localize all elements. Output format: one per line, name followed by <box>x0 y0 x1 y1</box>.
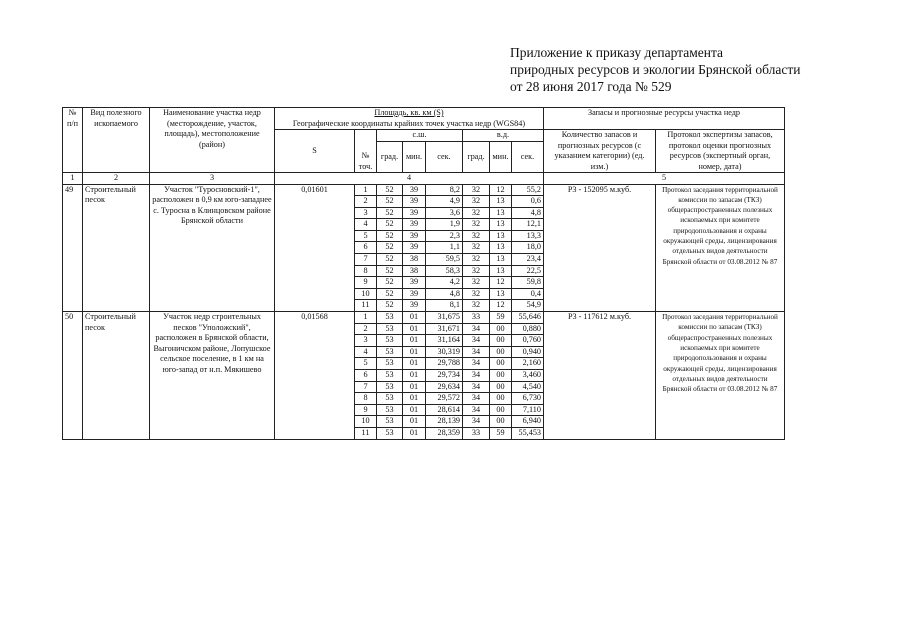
col-number-2: 2 <box>83 173 150 185</box>
table-row <box>63 312 785 324</box>
lon-seconds: 12,1 <box>512 219 544 231</box>
lat-minutes: 01 <box>403 370 426 382</box>
lon-degrees: 32 <box>463 300 490 312</box>
lat-minutes: 01 <box>403 335 426 347</box>
lon-seconds: 59,8 <box>512 277 544 289</box>
point-number: 10 <box>355 288 377 300</box>
lat-seconds: 1,9 <box>426 219 463 231</box>
lat-seconds: 29,634 <box>426 381 463 393</box>
lon-degrees: 34 <box>463 346 490 358</box>
lat-degrees: 53 <box>377 323 403 335</box>
col-number-3: 3 <box>150 173 275 185</box>
point-number: 8 <box>355 265 377 277</box>
lon-minutes: 13 <box>490 254 512 266</box>
lat-degrees: 52 <box>377 207 403 219</box>
lon-degrees: 34 <box>463 335 490 347</box>
lat-minutes: 39 <box>403 184 426 196</box>
col-header-mineral: Вид полезного ископаемого <box>83 108 150 173</box>
lat-minutes: 01 <box>403 358 426 370</box>
point-number: 5 <box>355 230 377 242</box>
col-header-num: № п/п <box>63 108 83 173</box>
lat-degrees: 53 <box>377 346 403 358</box>
site-area: 0,01601 <box>275 184 355 312</box>
lon-seconds: 55,2 <box>512 184 544 196</box>
lon-seconds: 13,3 <box>512 230 544 242</box>
coords-title: Географические координаты крайних точек участка недр (WGS84) <box>292 118 526 128</box>
col-number-5: 5 <box>544 173 785 185</box>
col-header-reserve-qty: Количество запасов и прогнозных ресурсов (с указанием категории) (ед. изм.) <box>544 130 656 173</box>
lon-seconds: 18,0 <box>512 242 544 254</box>
mineral-type: Строительный песок <box>83 184 150 312</box>
lat-seconds: 28,139 <box>426 416 463 428</box>
lon-degrees: 34 <box>463 323 490 335</box>
lat-degrees: 53 <box>377 312 403 324</box>
lon-minutes: 13 <box>490 265 512 277</box>
col-header-lon: в.д. <box>463 130 544 142</box>
lon-seconds: 0,880 <box>512 323 544 335</box>
col-number-4: 4 <box>275 173 544 185</box>
lon-degrees: 34 <box>463 393 490 405</box>
lat-seconds: 31,164 <box>426 335 463 347</box>
lat-seconds: 29,788 <box>426 358 463 370</box>
lat-degrees: 52 <box>377 300 403 312</box>
lat-minutes: 38 <box>403 265 426 277</box>
lon-minutes: 13 <box>490 230 512 242</box>
lat-degrees: 52 <box>377 242 403 254</box>
expert-protocol: Протокол заседания территориальной комиссии по запасам (ТКЗ) общераспространенных полезных ископаемых при комитете природопользования и охраны окружающей среды, лицензирования отдельных видов деятельности Брянской области от 03.08.2012 № 87 <box>656 184 785 312</box>
lat-seconds: 31,675 <box>426 312 463 324</box>
lon-degrees: 34 <box>463 381 490 393</box>
lon-seconds: 55,453 <box>512 427 544 439</box>
lon-degrees: 32 <box>463 230 490 242</box>
lon-minutes: 59 <box>490 312 512 324</box>
col-number-1: 1 <box>63 173 83 185</box>
lat-minutes: 01 <box>403 381 426 393</box>
lat-degrees: 53 <box>377 370 403 382</box>
point-number: 3 <box>355 335 377 347</box>
lon-seconds: 6,940 <box>512 416 544 428</box>
lat-degrees: 52 <box>377 230 403 242</box>
col-header-area-coords <box>275 108 544 130</box>
lon-seconds: 7,110 <box>512 404 544 416</box>
col-header-protocol: Протокол экспертизы запасов, протокол оценки прогнозных ресурсов (экспертный орган, номер, дата) <box>656 130 785 173</box>
table-body <box>63 184 785 439</box>
point-number: 3 <box>355 207 377 219</box>
reserve-quantity: Р3 - 117612 м.куб. <box>544 312 656 440</box>
lon-seconds: 23,4 <box>512 254 544 266</box>
lat-seconds: 59,5 <box>426 254 463 266</box>
table-row <box>63 184 785 196</box>
lon-seconds: 0,6 <box>512 196 544 208</box>
lon-degrees: 34 <box>463 370 490 382</box>
lat-seconds: 30,319 <box>426 346 463 358</box>
lon-minutes: 12 <box>490 300 512 312</box>
lon-minutes: 13 <box>490 196 512 208</box>
lon-seconds: 4,8 <box>512 207 544 219</box>
point-number: 6 <box>355 242 377 254</box>
lat-degrees: 53 <box>377 393 403 405</box>
area-title: Площадь, кв. км (S) <box>374 108 444 117</box>
lat-seconds: 4,9 <box>426 196 463 208</box>
header-line-2: природных ресурсов и экологии Брянской области <box>510 62 801 77</box>
point-number: 9 <box>355 277 377 289</box>
point-number: 1 <box>355 312 377 324</box>
col-header-lat-sec: сек. <box>426 141 463 173</box>
lat-degrees: 53 <box>377 427 403 439</box>
lon-seconds: 6,730 <box>512 393 544 405</box>
lon-degrees: 33 <box>463 312 490 324</box>
lon-minutes: 00 <box>490 323 512 335</box>
lon-minutes: 59 <box>490 427 512 439</box>
expert-protocol: Протокол заседания территориальной комиссии по запасам (ТКЗ) общераспространенных полезных ископаемых при комитете природопользования и охраны окружающей среды, лицензирования отдельных видов деятельности Брянской области от 03.08.2012 № 87 <box>656 312 785 440</box>
lon-degrees: 32 <box>463 219 490 231</box>
lat-minutes: 01 <box>403 312 426 324</box>
lon-degrees: 32 <box>463 288 490 300</box>
lon-minutes: 00 <box>490 358 512 370</box>
col-header-lon-min: мин. <box>490 141 512 173</box>
lat-seconds: 4,8 <box>426 288 463 300</box>
lat-seconds: 4,2 <box>426 277 463 289</box>
point-number: 11 <box>355 300 377 312</box>
lon-seconds: 3,460 <box>512 370 544 382</box>
lat-degrees: 53 <box>377 404 403 416</box>
mineral-type: Строительный песок <box>83 312 150 440</box>
point-number: 10 <box>355 416 377 428</box>
lon-minutes: 00 <box>490 370 512 382</box>
lon-degrees: 32 <box>463 196 490 208</box>
lat-degrees: 52 <box>377 219 403 231</box>
site-description: Участок "Туросновский-1", расположен в 0,9 км юго-западнее с. Туросна в Клинцовском районе Брянской области <box>150 184 275 312</box>
lon-seconds: 0,940 <box>512 346 544 358</box>
point-number: 5 <box>355 358 377 370</box>
lat-seconds: 8,1 <box>426 300 463 312</box>
lat-seconds: 31,671 <box>426 323 463 335</box>
lat-minutes: 01 <box>403 393 426 405</box>
lat-degrees: 52 <box>377 196 403 208</box>
lat-degrees: 53 <box>377 335 403 347</box>
col-header-lon-deg: град. <box>463 141 490 173</box>
lon-degrees: 32 <box>463 277 490 289</box>
lon-minutes: 00 <box>490 416 512 428</box>
point-number: 1 <box>355 184 377 196</box>
lon-seconds: 0,4 <box>512 288 544 300</box>
lat-degrees: 53 <box>377 381 403 393</box>
lon-seconds: 55,646 <box>512 312 544 324</box>
lon-seconds: 0,760 <box>512 335 544 347</box>
lat-minutes: 39 <box>403 196 426 208</box>
lat-seconds: 1,1 <box>426 242 463 254</box>
col-header-reserves: Запасы и прогнозные ресурсы участка недр <box>544 108 785 130</box>
lon-minutes: 13 <box>490 288 512 300</box>
header-line-3: от 28 июня 2017 года № 529 <box>510 79 672 94</box>
lat-seconds: 28,614 <box>426 404 463 416</box>
col-header-site: Наименование участка недр (месторождение, участок, площадь), местоположение (район) <box>150 108 275 173</box>
mineral-sites-table <box>62 107 785 440</box>
header-line-1: Приложение к приказу департамента <box>510 45 724 60</box>
col-header-lon-sec: сек. <box>512 141 544 173</box>
lon-minutes: 12 <box>490 277 512 289</box>
lon-minutes: 00 <box>490 404 512 416</box>
lat-seconds: 29,572 <box>426 393 463 405</box>
lon-minutes: 00 <box>490 335 512 347</box>
lat-minutes: 01 <box>403 416 426 428</box>
lat-minutes: 01 <box>403 427 426 439</box>
lon-minutes: 00 <box>490 381 512 393</box>
point-number: 2 <box>355 196 377 208</box>
point-number: 11 <box>355 427 377 439</box>
record-number: 50 <box>63 312 83 440</box>
lon-degrees: 34 <box>463 404 490 416</box>
lat-minutes: 39 <box>403 219 426 231</box>
lon-minutes: 00 <box>490 346 512 358</box>
lat-seconds: 28,359 <box>426 427 463 439</box>
reserve-quantity: Р3 - 152095 м.куб. <box>544 184 656 312</box>
lat-minutes: 39 <box>403 300 426 312</box>
lat-minutes: 01 <box>403 323 426 335</box>
lon-minutes: 12 <box>490 184 512 196</box>
lat-minutes: 39 <box>403 207 426 219</box>
lat-seconds: 2,3 <box>426 230 463 242</box>
lat-minutes: 38 <box>403 254 426 266</box>
lon-seconds: 4,540 <box>512 381 544 393</box>
point-number: 6 <box>355 370 377 382</box>
lon-minutes: 13 <box>490 219 512 231</box>
point-number: 8 <box>355 393 377 405</box>
lat-degrees: 53 <box>377 358 403 370</box>
lon-seconds: 2,160 <box>512 358 544 370</box>
lon-degrees: 33 <box>463 427 490 439</box>
lat-degrees: 52 <box>377 265 403 277</box>
lon-degrees: 32 <box>463 265 490 277</box>
lon-seconds: 22,5 <box>512 265 544 277</box>
lat-minutes: 01 <box>403 346 426 358</box>
point-number: 7 <box>355 254 377 266</box>
lon-degrees: 34 <box>463 358 490 370</box>
lat-seconds: 3,6 <box>426 207 463 219</box>
col-header-point-no: № точ. <box>355 130 377 173</box>
lat-seconds: 29,734 <box>426 370 463 382</box>
lon-degrees: 32 <box>463 184 490 196</box>
point-number: 4 <box>355 219 377 231</box>
lat-minutes: 01 <box>403 404 426 416</box>
point-number: 2 <box>355 323 377 335</box>
lon-minutes: 00 <box>490 393 512 405</box>
site-description: Участок недр строительных песков "Уположский", расположен в Брянской области, Выгоничском районе, Лопушское сельское поселение, в 1 км на юго-запад от н.п. Мякишево <box>150 312 275 440</box>
lat-minutes: 39 <box>403 242 426 254</box>
lat-degrees: 52 <box>377 288 403 300</box>
col-header-s: S <box>275 130 355 173</box>
lon-minutes: 13 <box>490 207 512 219</box>
col-header-lat-deg: град. <box>377 141 403 173</box>
lon-degrees: 32 <box>463 242 490 254</box>
lat-minutes: 39 <box>403 230 426 242</box>
lon-seconds: 54,9 <box>512 300 544 312</box>
site-area: 0,01568 <box>275 312 355 440</box>
lat-degrees: 53 <box>377 416 403 428</box>
lat-degrees: 52 <box>377 184 403 196</box>
lat-degrees: 52 <box>377 254 403 266</box>
lat-seconds: 8,2 <box>426 184 463 196</box>
point-number: 7 <box>355 381 377 393</box>
lat-minutes: 39 <box>403 277 426 289</box>
lon-degrees: 34 <box>463 416 490 428</box>
document-header <box>510 44 890 95</box>
lat-seconds: 58,3 <box>426 265 463 277</box>
point-number: 4 <box>355 346 377 358</box>
lon-minutes: 13 <box>490 242 512 254</box>
record-number: 49 <box>63 184 83 312</box>
col-header-lat-min: мин. <box>403 141 426 173</box>
col-header-lat: с.ш. <box>377 130 463 142</box>
lat-minutes: 39 <box>403 288 426 300</box>
lon-degrees: 32 <box>463 254 490 266</box>
lat-degrees: 52 <box>377 277 403 289</box>
point-number: 9 <box>355 404 377 416</box>
lon-degrees: 32 <box>463 207 490 219</box>
